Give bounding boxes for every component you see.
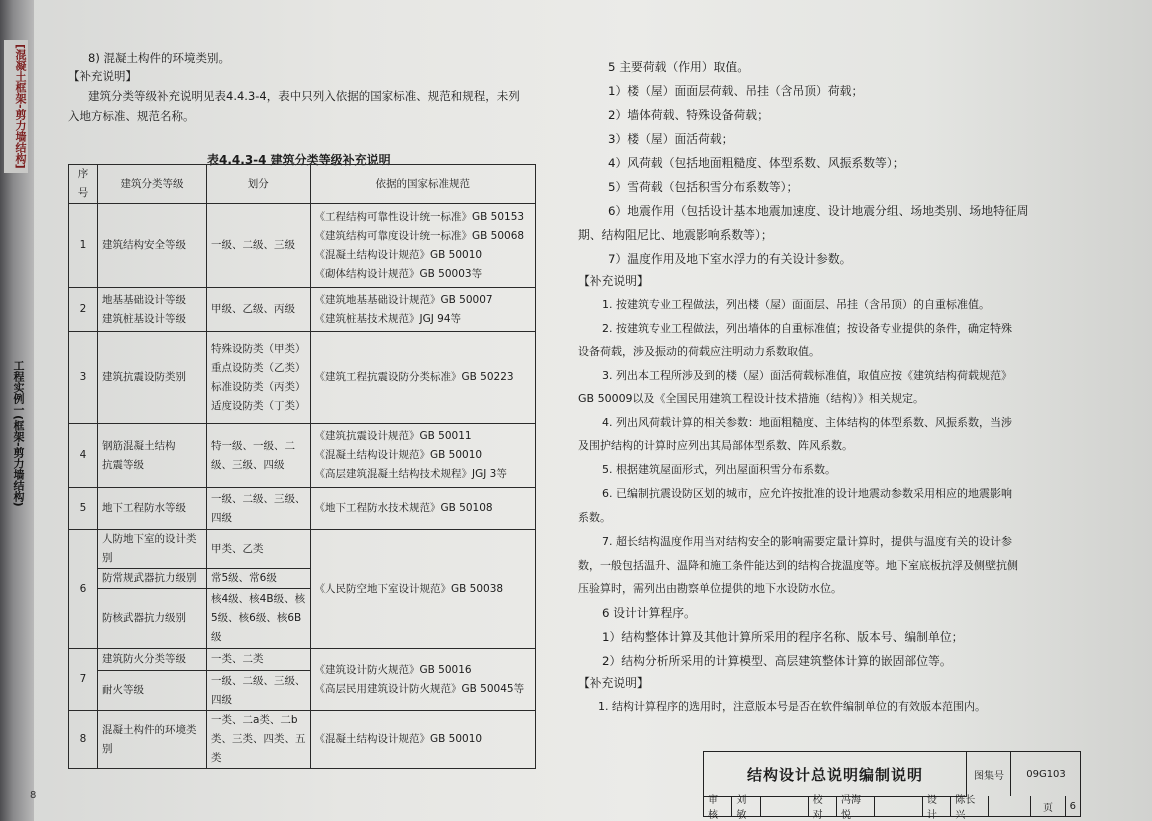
list-item: 2）墙体荷载、特殊设备荷载；: [608, 108, 769, 122]
check-label: 校对: [809, 796, 837, 816]
item-8: 8) 混凝土构件的环境类别。: [88, 51, 230, 65]
header-reference: 依据的国家标准规范: [310, 165, 536, 204]
table-row: 3 建筑抗震设防类别 特殊设防类（甲类） 重点设防类（乙类） 标准设防类（丙类） 适度设防类（丁类） 《建筑工程抗震设防分类标准》GB 50223: [69, 332, 536, 424]
spine-title: [混凝土框架-剪力墙结构]: [4, 40, 28, 173]
atlas-number: 09G103: [1010, 752, 1081, 796]
classification-table: [68, 164, 536, 769]
table-row: 4 钢筋混凝土结构 抗震等级 特一级、一级、二 级、三级、四级 《建筑抗震设计规范》GB 50011 《混凝土结构设计规范》GB 50010 《高层建筑混凝土结构技术规程》JGJ 3等: [69, 424, 536, 488]
table-row: 5 地下工程防水等级 一级、二级、三级、 四级 《地下工程防水技术规范》GB 50108: [69, 488, 536, 530]
list-item: 3）楼（屋）面活荷载；: [608, 132, 734, 146]
checker-signature: [875, 796, 923, 816]
spine-subtitle: 工程实例一(框架-剪力墙结构): [12, 360, 25, 507]
note-item-cont: 设备荷载，涉及振动的荷载应注明动力系数取值。: [578, 345, 820, 358]
note-item: 2. 按建筑专业工程做法，列出墙体的自重标准值；按设备专业提供的条件，确定特殊: [602, 322, 1012, 335]
designer-name: 陈长兴: [951, 796, 989, 816]
page-number: 8: [30, 790, 37, 801]
table-row: 8 混凝土构件的环境类别 一类、二a类、二b类、三类、四类、五类 《混凝土结构设计规范》GB 50010: [69, 711, 536, 769]
header-category: 建筑分类等级: [98, 165, 207, 204]
note-item: 4. 列出风荷载计算的相关参数：地面粗糙度、主体结构的体型系数、风振系数，当涉: [602, 416, 1012, 429]
table-row: 1 建筑结构安全等级 一级、二级、三级 《工程结构可靠性设计统一标准》GB 50153 《建筑结构可靠度设计统一标准》GB 50068 《混凝土结构设计规范》GB 50010 《砌体结构设计规范》GB 50003等: [69, 204, 536, 288]
note-item-cont: 压验算时，需列出由勘察单位提供的地下水设防水位。: [578, 582, 842, 595]
header-division: 划分: [207, 165, 311, 204]
table-row: 防常规武器抗力级别 常5级、常6级: [69, 569, 536, 589]
reviewer-name: 刘敏: [732, 796, 760, 816]
table-row: 6 人防地下室的设计类别 甲类、乙类 《人民防空地下室设计规范》GB 50038: [69, 530, 536, 569]
table-row: 防核武器抗力级别 核4级、核4B级、核5级、核6级、核6B级: [69, 589, 536, 649]
table-row: 7 建筑防火分类等级 一类、二类 《建筑设计防火规范》GB 50016 《高层民用建筑设计防火规范》GB 50045等: [69, 649, 536, 671]
note-item-cont: 及围护结构的计算时应列出其局部体型系数、阵风系数。: [578, 439, 853, 452]
note-item-cont: GB 50009以及《全国民用建筑工程设计技术措施（结构）》相关规定。: [578, 392, 925, 405]
table-row: 耐火等级 一级、二级、三级、四级: [69, 671, 536, 711]
note-heading: 【补充说明】: [578, 274, 649, 288]
note-item: 3. 列出本工程所涉及到的楼（屋）面活荷载标准值，取值应按《建筑结构荷载规范》: [602, 369, 1012, 382]
header-index: 序号: [69, 165, 98, 204]
note-heading: 【补充说明】: [578, 676, 649, 690]
table-header-row: [69, 165, 536, 204]
list-item-cont: 期、结构阻尼比、地震影响系数等）；: [578, 228, 773, 242]
page-label: 页: [1031, 796, 1065, 816]
list-item: 1）楼（屋）面面层荷载、吊挂（含吊顶）荷载；: [608, 84, 864, 98]
atlas-label: 图集号: [966, 752, 1011, 796]
left-column: [68, 48, 538, 126]
note-item: 1. 结构计算程序的选用时，注意版本号是否在软件编制单位的有效版本范围内。: [598, 700, 986, 713]
note-text-2: 入地方标准、规范名称。: [68, 109, 195, 123]
list-item: 7）温度作用及地下室水浮力的有关设计参数。: [608, 252, 852, 266]
note-text: 建筑分类等级补充说明见表4.4.3-4，表中只列入依据的国家标准、规范和规程，未列: [88, 89, 520, 103]
list-item: 6）地震作用（包括设计基本地震加速度、设计地震分组、场地类别、场地特征周: [608, 204, 1029, 218]
list-item: 5）雪荷载（包括积雪分布系数等）；: [608, 180, 799, 194]
note-item: 1. 按建筑专业工程做法，列出楼（屋）面面层、吊挂（含吊顶）的自重标准值。: [602, 298, 990, 311]
designer-signature: [989, 796, 1031, 816]
table-row: 2 地基基础设计等级 建筑桩基设计等级 甲级、乙级、丙级 《建筑地基基础设计规范》GB 50007 《建筑桩基技术规范》JGJ 94等: [69, 288, 536, 332]
note-item: 7. 超长结构温度作用当对结构安全的影响需要定量计算时，提供与温度有关的设计参: [602, 535, 1012, 548]
list-item: 4）风荷载（包括地面粗糙度、体型系数、风振系数等）；: [608, 156, 905, 170]
list-item: 2）结构分析所采用的计算模型、高层建筑整体计算的嵌固部位等。: [602, 654, 952, 668]
section-5-heading: 5 主要荷载（作用）取值。: [608, 60, 750, 74]
note-item: 6. 已编制抗震设防区划的城市，应允许按批准的设计地震动参数采用相应的地震影响: [602, 487, 1012, 500]
design-label: 设计: [923, 796, 951, 816]
checker-name: 冯海悦: [837, 796, 875, 816]
title-block: [703, 751, 1081, 821]
binding-spine: [0, 0, 37, 821]
drawing-title: 结构设计总说明编制说明: [704, 752, 967, 797]
review-label: 审核: [704, 796, 732, 816]
reviewer-signature: [761, 796, 809, 816]
note-heading: 【补充说明】: [68, 69, 137, 83]
sheet-page-number: 6: [1069, 800, 1077, 812]
list-item: 1）结构整体计算及其他计算所采用的程序名称、版本号、编制单位；: [602, 630, 964, 644]
signature-row: [704, 795, 1080, 821]
note-item-cont: 系数。: [578, 511, 611, 524]
note-item: 5. 根据建筑屋面形式，列出屋面积雪分布系数。: [602, 463, 836, 476]
note-item-cont: 数，一般包括温升、温降和施工条件能达到的结构合拢温度等。地下室底板抗浮及侧壁抗侧: [578, 559, 1018, 572]
table-title: 表4.4.3-4 建筑分类等级补充说明: [207, 153, 391, 167]
section-6-heading: 6 设计计算程序。: [602, 606, 696, 620]
